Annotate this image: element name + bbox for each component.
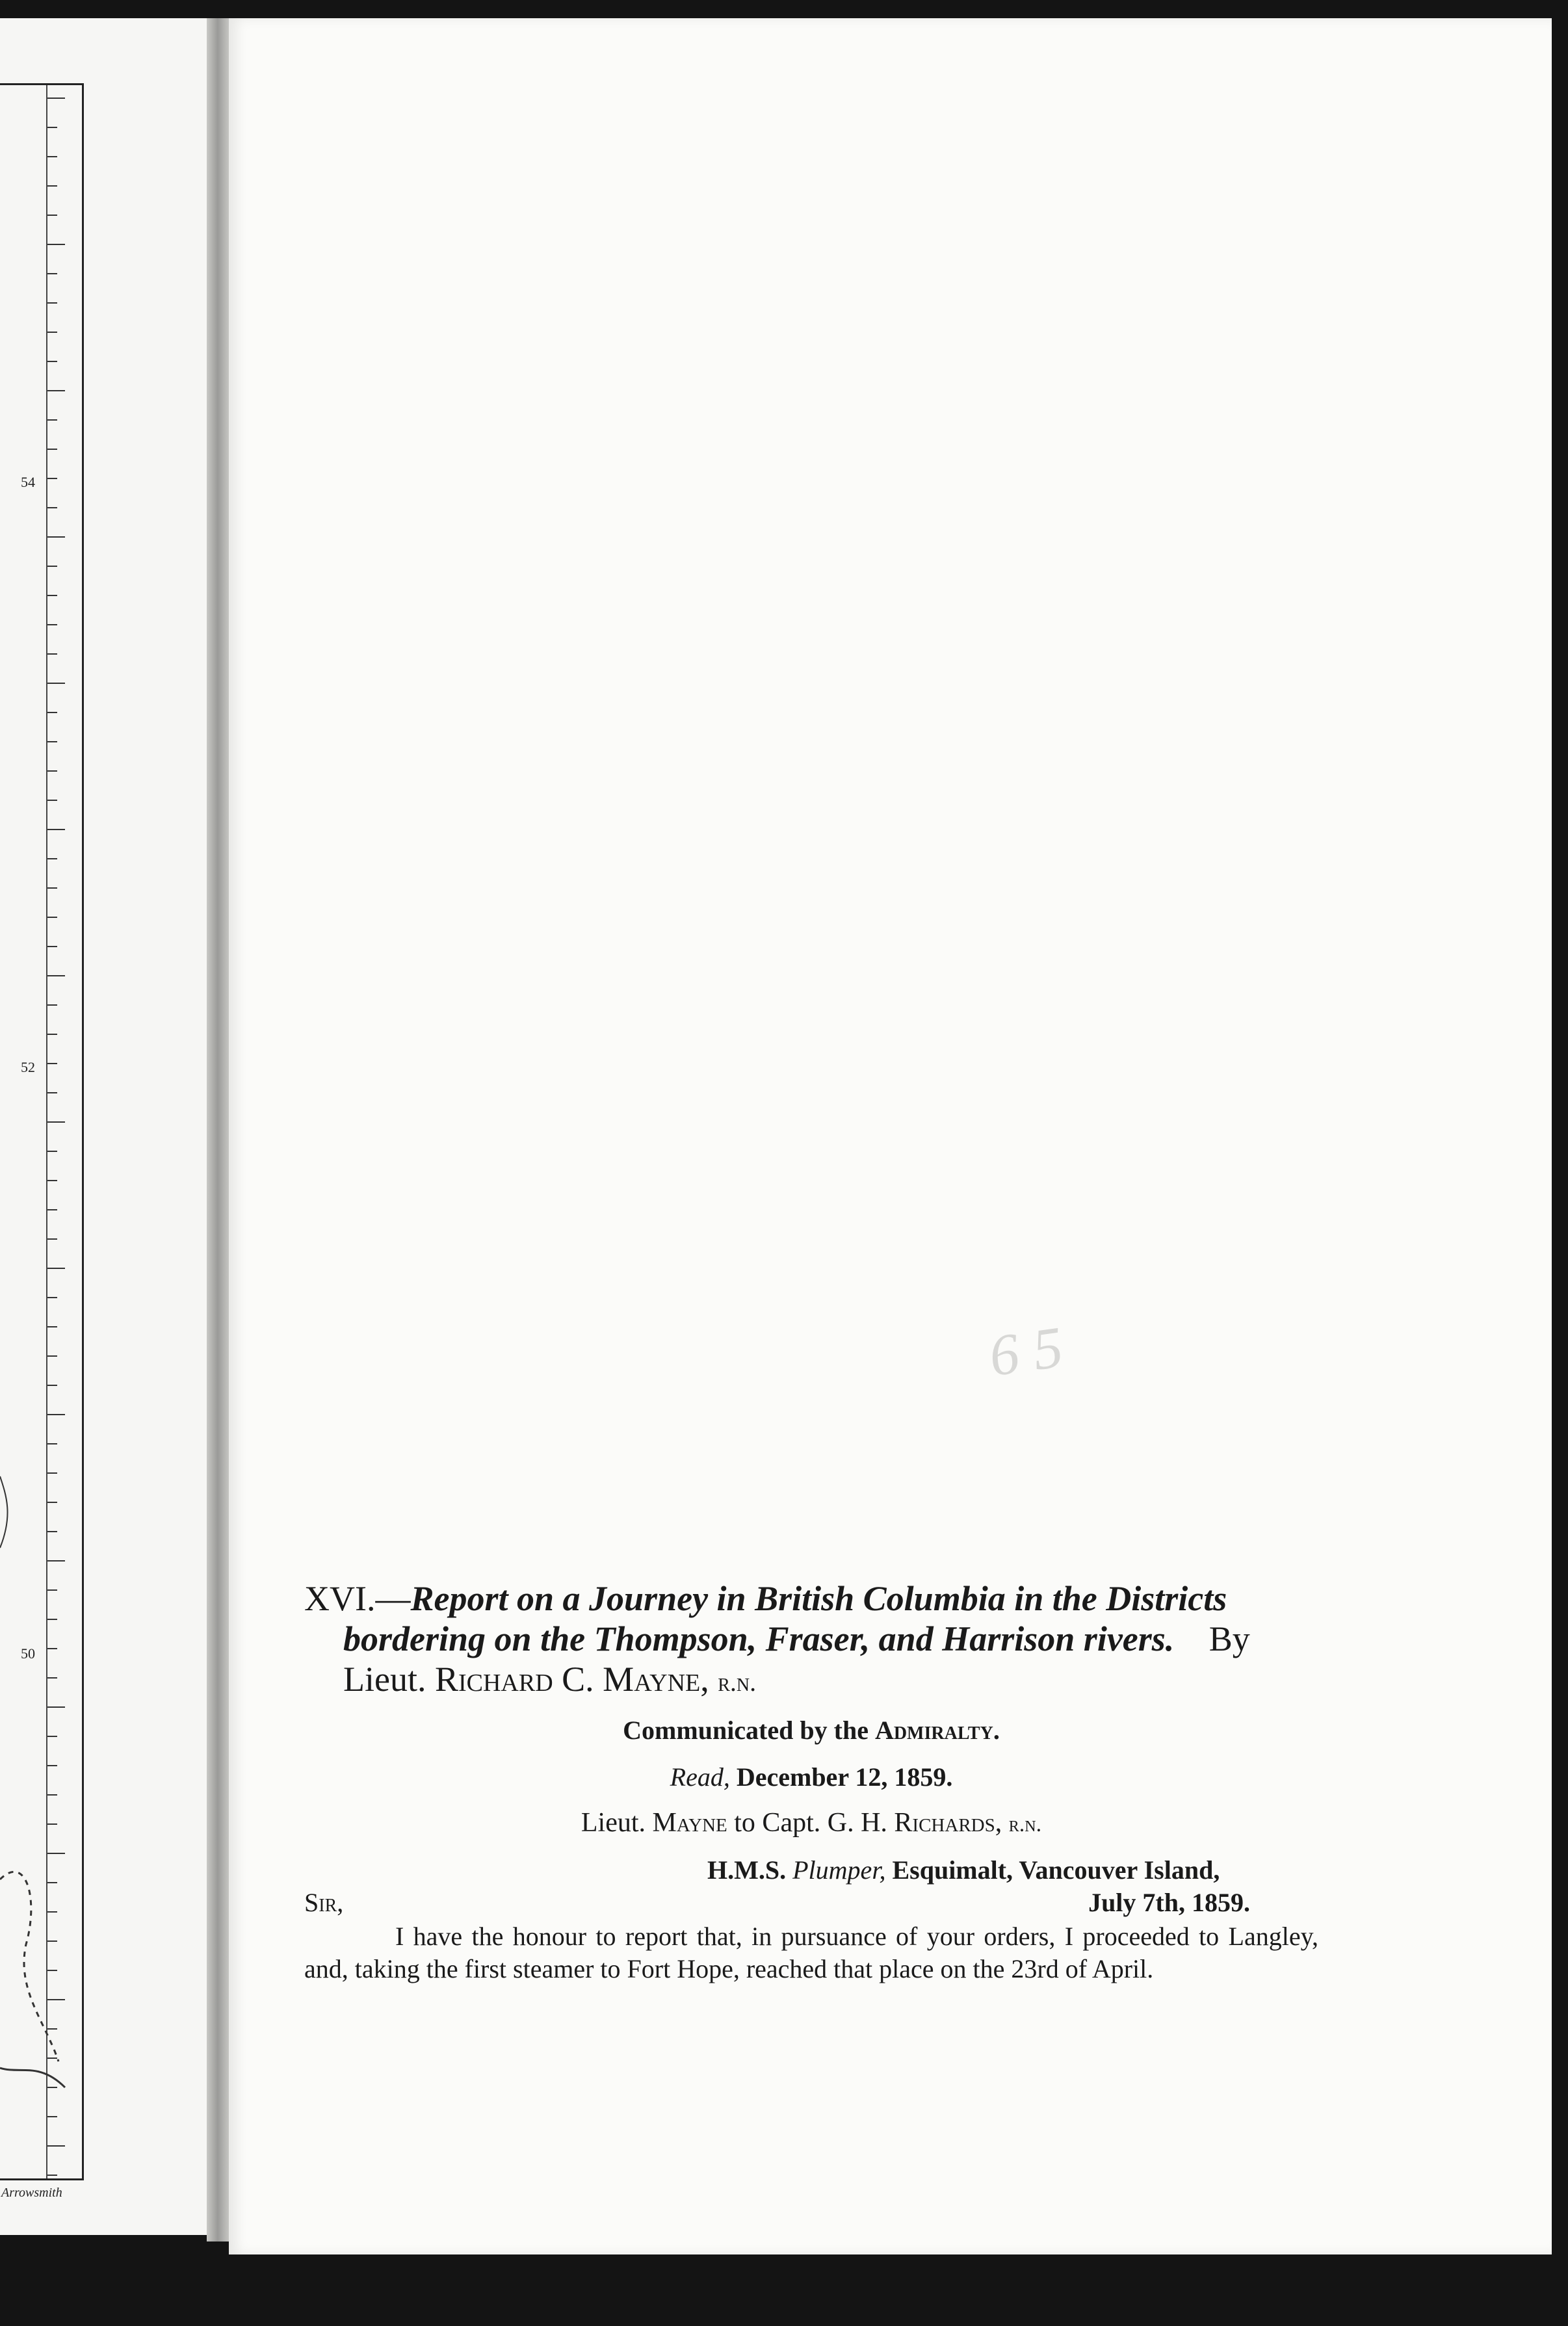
address-from: Lieut. bbox=[581, 1808, 646, 1838]
latitude-label-54: 54 bbox=[21, 474, 35, 490]
location-ship: Plumper, bbox=[792, 1855, 886, 1885]
article-heading-line-1 bbox=[304, 1578, 1318, 1619]
location-line bbox=[304, 1854, 1318, 1887]
salutation: Sir, bbox=[304, 1888, 344, 1917]
location-prefix: H.M.S. bbox=[707, 1855, 787, 1885]
read-date: December 12, 1859. bbox=[736, 1762, 953, 1792]
address-to-name: Richards, bbox=[894, 1808, 1002, 1838]
address-from-name: Mayne bbox=[652, 1808, 727, 1838]
location-rest: Esquimalt, Vancouver Island, bbox=[892, 1855, 1220, 1885]
main-page bbox=[229, 18, 1552, 2254]
body-paragraph: I have the honour to report that, in pursuance of your orders, I proceeded to Langley, and, taking the first steamer to Fort Hope, reached that place on the 23rd of April. bbox=[304, 1922, 1318, 1983]
communicated-prefix: Communicated by the bbox=[623, 1716, 869, 1745]
article-author-line bbox=[304, 1659, 1318, 1703]
map-credit: Arrowsmith bbox=[1, 2186, 62, 2200]
article-number: XVI.— bbox=[304, 1579, 411, 1618]
article-title-part1: Report on a Journey in British Columbia in the Districts bbox=[410, 1579, 1227, 1618]
read-prefix: Read, bbox=[670, 1762, 730, 1792]
latitude-label-52: 52 bbox=[21, 1059, 35, 1075]
map-fragment bbox=[0, 83, 84, 2180]
author-suffix: r.n. bbox=[718, 1667, 757, 1697]
address-to-suffix: r.n. bbox=[1008, 1812, 1042, 1836]
left-facing-page bbox=[0, 18, 215, 2235]
author-prefix: Lieut. bbox=[343, 1660, 426, 1699]
latitude-label-50: 50 bbox=[21, 1645, 35, 1662]
article-title-part2: bordering on the Thompson, Fraser, and Harrison rivers. bbox=[343, 1619, 1175, 1658]
article-by: By bbox=[1209, 1619, 1250, 1658]
address-line bbox=[304, 1807, 1318, 1841]
salutation-row bbox=[304, 1887, 1318, 1919]
author-name: Richard C. Mayne, bbox=[434, 1660, 709, 1699]
address-to: to Capt. G. H. bbox=[734, 1808, 887, 1838]
communicated-by: Admiralty. bbox=[874, 1716, 1000, 1745]
map-coastline bbox=[0, 1476, 8, 1548]
letter-date: July 7th, 1859. bbox=[1088, 1888, 1250, 1917]
article-heading-line-2 bbox=[304, 1619, 1318, 1659]
map-route-line bbox=[0, 1872, 59, 2061]
article bbox=[304, 1578, 1318, 1985]
communicated-line bbox=[304, 1714, 1318, 1747]
map-graticule bbox=[0, 85, 82, 2178]
pencil-annotation: 6 5 bbox=[985, 1314, 1067, 1389]
map-river-line bbox=[0, 2068, 65, 2087]
read-line bbox=[304, 1761, 1318, 1794]
